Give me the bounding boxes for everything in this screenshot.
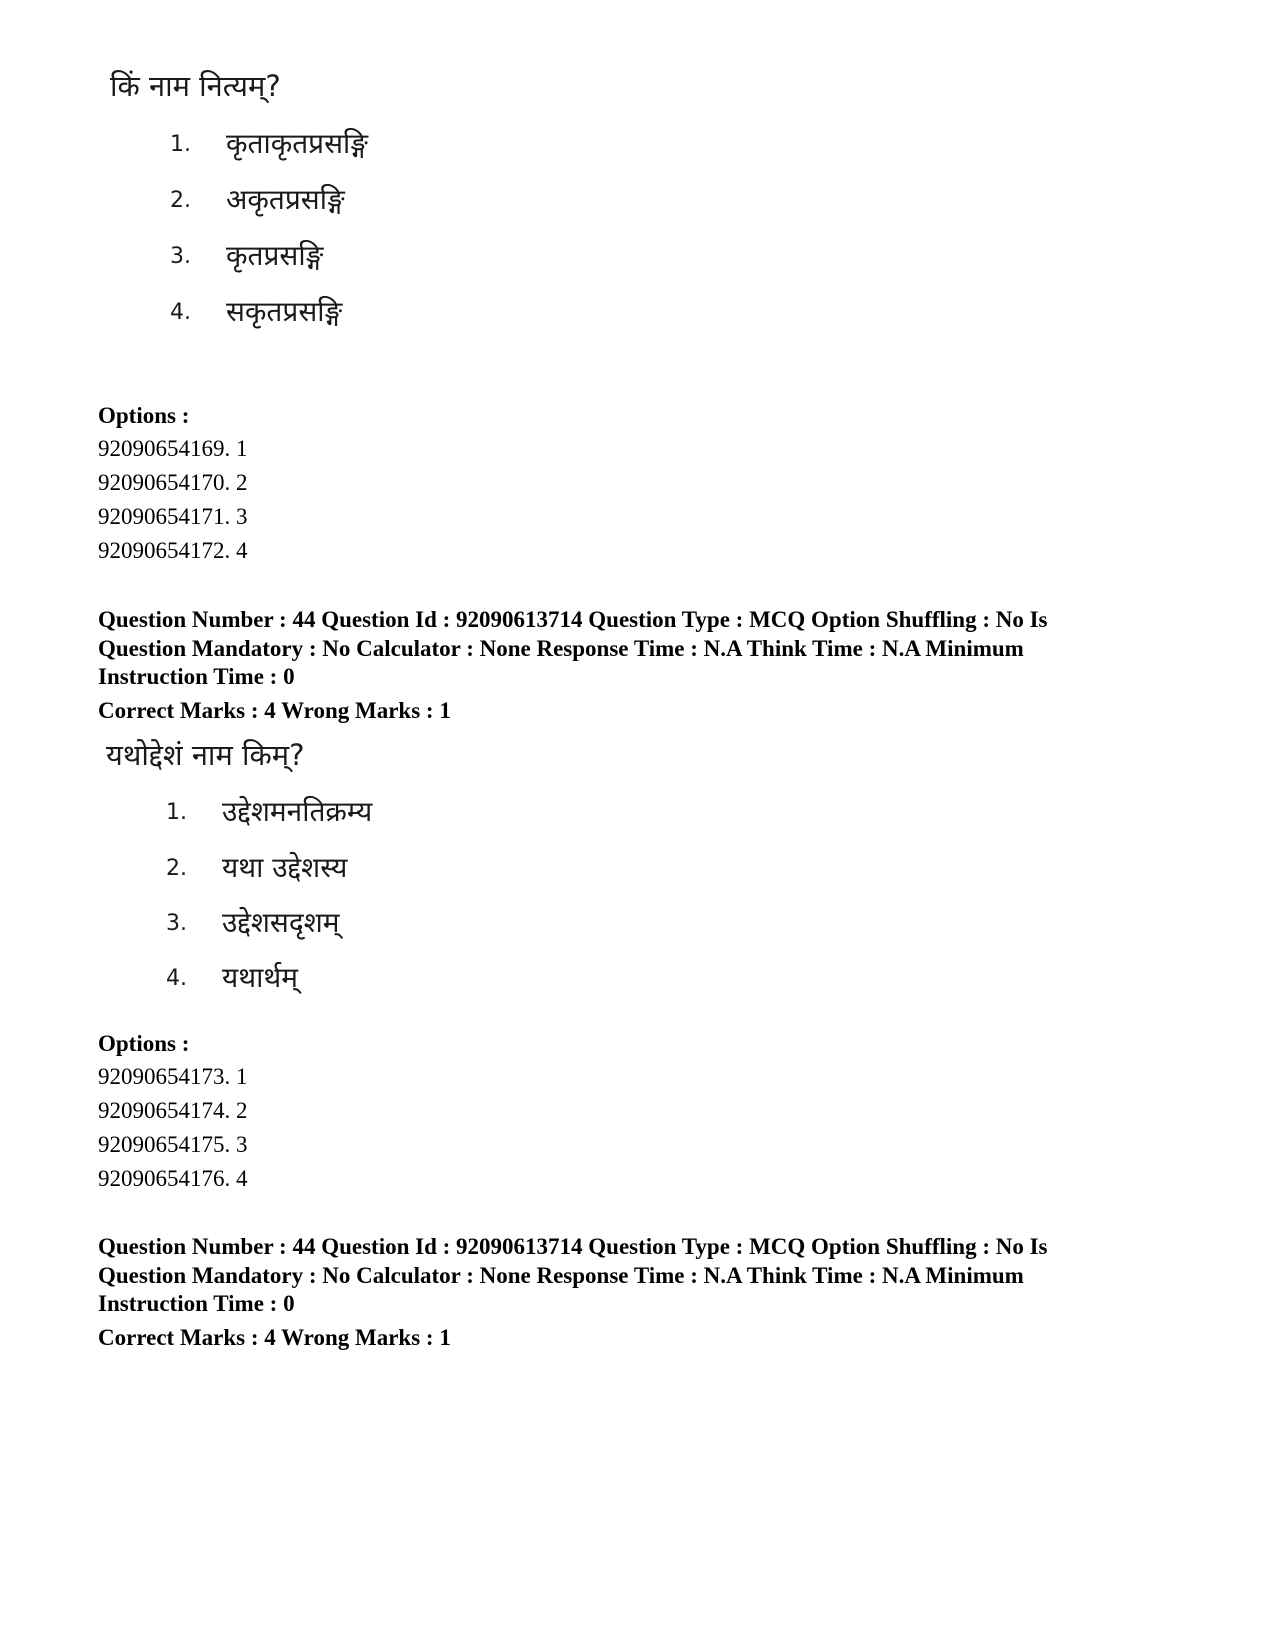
question-meta [98,606,1178,726]
choice-text: उद्देशसदृशम् [222,906,340,939]
options-block [98,402,1178,568]
option-id: 92090654173. 1 [98,1064,248,1089]
choice-text: उद्देशमनतिक्रम्य [222,795,373,828]
question-text: किं नाम नित्यम्? [110,69,281,103]
choice-number: 3. [166,911,187,936]
option-id: 92090654175. 3 [98,1132,248,1157]
choice-number: 4. [166,966,187,991]
meta-line: Instruction Time : 0 [98,1291,295,1316]
choice-text: यथा उद्देशस्य [222,851,348,884]
choice-number: 3. [170,244,191,269]
meta-line: Question Number : 44 Question Id : 92090613714 Question Type : MCQ Option Shuffling : No Is [98,1234,1048,1259]
option-id: 92090654172. 4 [98,538,248,563]
option-id: 92090654174. 2 [98,1098,248,1123]
meta-line: Question Mandatory : No Calculator : None Response Time : N.A Think Time : N.A Minimum [98,635,1024,661]
meta-line: Question Number : 44 Question Id : 92090613714 Question Type : MCQ Option Shuffling : No Is [98,607,1048,632]
option-id: 92090654170. 2 [98,470,248,495]
choice-text: अकृतप्रसङ्गि [226,183,345,216]
choice-text: सकृतप्रसङ्गि [226,295,343,328]
option-id: 92090654169. 1 [98,436,248,461]
option-id: 92090654176. 4 [98,1166,248,1191]
meta-line: Question Mandatory : No Calculator : None Response Time : N.A Think Time : N.A Minimum [98,1262,1024,1288]
choice-text: कृताकृतप्रसङ्गि [226,127,369,160]
marks-line: Correct Marks : 4 Wrong Marks : 1 [98,1324,451,1350]
options-block [98,1030,1178,1196]
choice-number: 1. [170,132,191,157]
choice-number: 2. [170,188,191,213]
choice-text: यथार्थम् [222,961,299,994]
options-label: Options : [98,403,190,428]
options-label: Options : [98,1031,190,1056]
choice-number: 1. [166,800,187,825]
question-text: यथोद्देशं नाम किम्? [106,738,305,772]
meta-line: Instruction Time : 0 [98,664,295,689]
option-id: 92090654171. 3 [98,504,248,529]
choice-text: कृतप्रसङ्गि [226,239,324,272]
question-meta [98,1233,1178,1353]
marks-line: Correct Marks : 4 Wrong Marks : 1 [98,697,451,723]
choice-number: 2. [166,856,187,881]
choice-number: 4. [170,300,191,325]
